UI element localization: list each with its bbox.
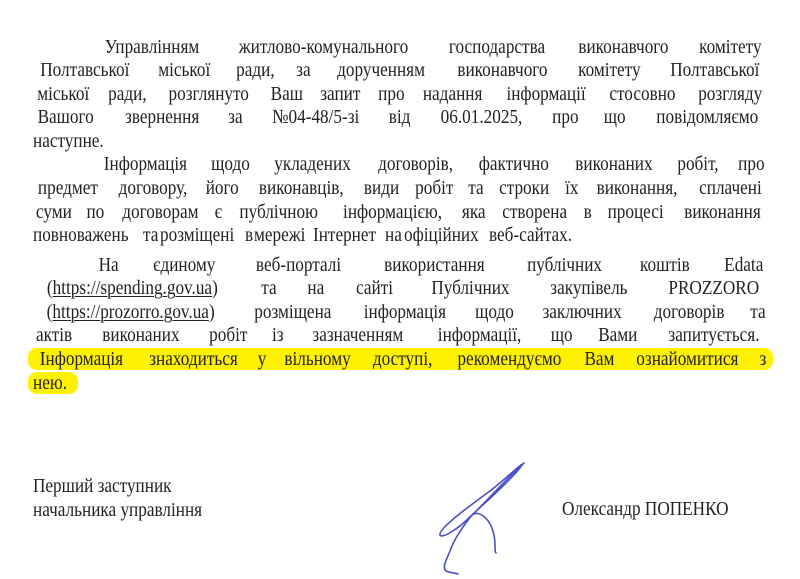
word: у [257, 348, 266, 370]
word: за [296, 59, 312, 81]
word: Ваш [270, 83, 303, 105]
word: виконання, [596, 177, 678, 199]
word: запит [320, 83, 361, 105]
signer-position-line-1: Перший заступник [33, 475, 172, 497]
spending-line: (https://spending.gov.ua) та на сайті Публічних закупівель PROZZORO [46, 277, 760, 299]
word: Управлінням [104, 36, 200, 58]
word: доступі, [372, 348, 433, 370]
word: виконання [684, 201, 761, 223]
word: PROZZORO [668, 277, 760, 299]
word: запитується. [668, 324, 760, 346]
word: закупівель [549, 277, 628, 299]
word: щодо [211, 153, 251, 175]
word: предмет [37, 177, 98, 199]
word: види [363, 177, 400, 199]
word: що [550, 324, 573, 346]
word: про [552, 106, 579, 128]
word: інформацією, [342, 201, 442, 223]
word: виконавчого [578, 36, 669, 58]
word: веб-порталі [255, 254, 341, 276]
paragraph-3-line-1 [97, 253, 767, 277]
paragraph-2-line-2 [33, 176, 767, 200]
paragraph-1-line-5 [33, 129, 767, 153]
word: наступне. [33, 130, 104, 152]
word: їх [564, 177, 579, 199]
word: виконавців, [258, 177, 344, 199]
word: мережі [253, 224, 306, 246]
signer-position-line-2: начальника управління [33, 499, 203, 521]
word: ради, [235, 59, 275, 81]
word: від [389, 106, 411, 128]
word: Полтавської [40, 59, 130, 81]
word: сайті [356, 277, 394, 299]
word: повідомляємо [656, 106, 759, 128]
word: №04-48/5-зі [271, 106, 360, 128]
word: розгляду [697, 83, 762, 105]
paragraph-3-line-2 [33, 276, 767, 300]
word: сплачені [699, 177, 762, 199]
paragraph-1-line-3 [33, 82, 767, 106]
word: міської [37, 83, 90, 105]
word: коштів [639, 254, 690, 276]
paragraph-2-line-1 [97, 152, 767, 176]
word: робіт [415, 177, 454, 199]
word: вільному [284, 348, 351, 370]
word: надання [423, 83, 483, 105]
word: виконаних [101, 324, 180, 346]
word: розглянуто [168, 83, 250, 105]
paragraph-2-line-3 [33, 200, 767, 224]
word: 06.01.2025, [440, 106, 523, 128]
word: комітету [577, 59, 641, 81]
word: рекомендуємо [457, 348, 562, 370]
paragraph-1-line-4 [33, 105, 767, 129]
highlighted-line-1 [33, 347, 767, 371]
highlighted-line-2 [33, 371, 767, 395]
prozorro-line: (https://prozorro.gov.ua) розміщена інформація щодо заключних договорів та [46, 301, 766, 323]
word: стосовно [609, 83, 676, 105]
word: міської [158, 59, 211, 81]
word: офіційних [403, 224, 479, 246]
word: в [245, 224, 254, 246]
word: щодо [474, 301, 514, 323]
word: ради, [108, 83, 148, 105]
word: з [759, 348, 767, 370]
word: в [583, 201, 592, 223]
word: договорів, [377, 153, 453, 175]
word: комітету [699, 36, 762, 58]
prozorro-link[interactable]: https://prozorro.gov.ua [52, 301, 209, 323]
word: та [143, 224, 159, 246]
word: укладених [274, 153, 351, 175]
word: суми [35, 201, 72, 223]
word: єдиному [153, 254, 216, 276]
word: заключних [542, 301, 622, 323]
word: Вами [598, 324, 638, 346]
paragraph-3-line-3 [33, 300, 767, 324]
word: робіт [209, 324, 248, 346]
handwritten-signature [428, 455, 538, 575]
word: на [307, 277, 325, 299]
word: по [86, 201, 105, 223]
word: Полтавської [670, 59, 760, 81]
word: ознайомитися [636, 348, 739, 370]
word: за [228, 106, 243, 128]
word: із [271, 324, 284, 346]
word: нею. [33, 372, 67, 394]
word: актів [35, 324, 73, 346]
word: фактично [479, 153, 550, 175]
word: на [384, 224, 402, 246]
word: публічною [239, 201, 319, 223]
signer-name: Олександр ПОПЕНКО [562, 498, 729, 520]
word: Інтернет [312, 224, 376, 246]
paragraph-1-line-1 [97, 35, 767, 59]
word: звернення [125, 106, 200, 128]
spending-link[interactable]: https://spending.gov.ua [52, 277, 213, 299]
word: договорів [653, 301, 725, 323]
word: господарства [448, 36, 545, 58]
word: дорученням [337, 59, 426, 81]
word: договору, [118, 177, 188, 199]
paragraph-1-line-2 [33, 58, 767, 82]
word: інформації, [438, 324, 522, 346]
word: інформація [363, 301, 446, 323]
word: та [468, 177, 484, 199]
word: Інформація [39, 348, 124, 370]
word: є [215, 201, 223, 223]
word: житлово-комунального [239, 36, 409, 58]
word: зазначенням [312, 324, 404, 346]
word: виконаних [575, 153, 653, 175]
word: що [603, 106, 626, 128]
word: публічних [526, 254, 602, 276]
word: Edata [724, 254, 764, 276]
word: процесі [607, 201, 664, 223]
paragraph-2-line-4 [33, 223, 767, 247]
word: знаходиться [149, 348, 238, 370]
word: Вашого [37, 106, 94, 128]
word: Інформація [103, 153, 188, 175]
word: строки [499, 177, 550, 199]
word: робіт, [677, 153, 719, 175]
word: та [750, 301, 766, 323]
word: та [261, 277, 277, 299]
word: яка [461, 201, 486, 223]
paragraph-3-line-4 [33, 323, 767, 347]
word: створена [502, 201, 568, 223]
word: про [738, 153, 765, 175]
word: його [206, 177, 240, 199]
word: На [98, 254, 119, 276]
word: повноважень [33, 224, 129, 246]
word: розміщені [160, 224, 235, 246]
word: договорам [121, 201, 199, 223]
word: виконавчого [457, 59, 548, 81]
word: Вам [584, 348, 615, 370]
word: розміщена [253, 301, 332, 323]
word: про [377, 83, 405, 105]
word: використання [383, 254, 485, 276]
word: інформації [506, 83, 586, 105]
word: Публічних [430, 277, 510, 299]
word: веб-сайтах. [489, 224, 573, 246]
